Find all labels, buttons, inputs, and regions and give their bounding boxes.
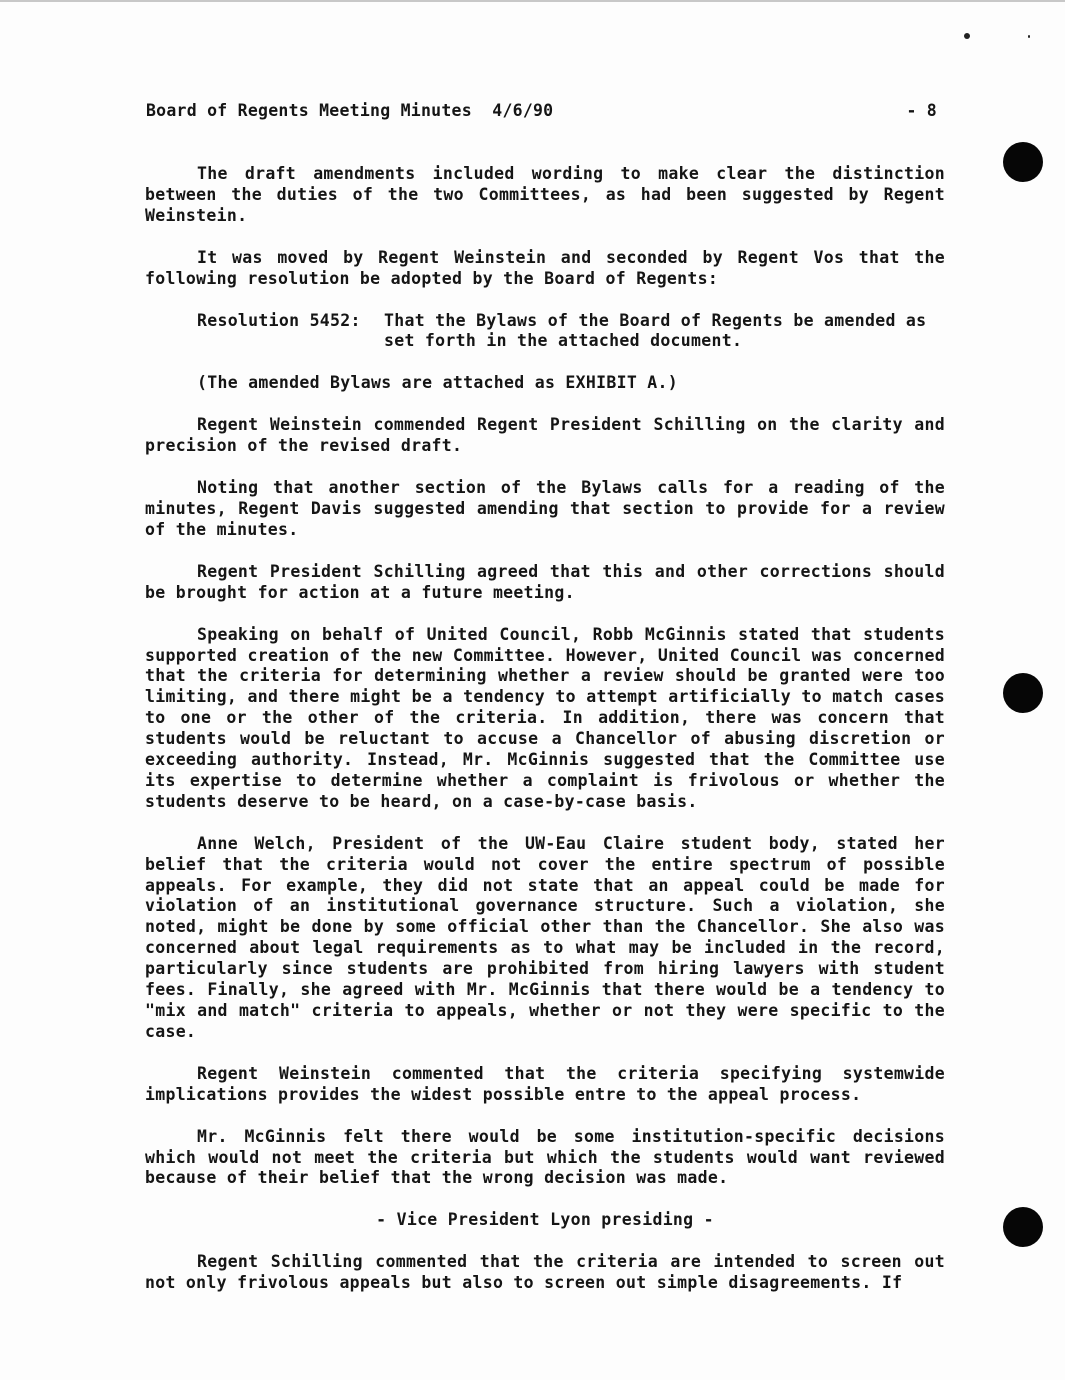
page-header [146, 101, 941, 127]
paragraph: Noting that another section of the Bylaws calls for a reading of the minutes, Regent Davis suggested amending that section to provide for a review of the minutes. [145, 478, 945, 539]
scan-speck [1028, 35, 1030, 38]
exhibit-note: (The amended Bylaws are attached as EXHIBIT A.) [197, 373, 678, 393]
resolution-label: Resolution 5452: [197, 310, 361, 330]
paragraph: Anne Welch, President of the UW-Eau Claire student body, stated her belief that the criteria would not cover the entire spectrum of possible appeals. For example, they did not state that an appeal could be made for violation of an institutional governance structure. Such a violation, she noted, might be done by some official other than the Chancellor. She also was concerned about legal requirements as to what may be included in the record, particularly since students are prohibited from hiring lawyers with student fees. Finally, she agreed with Mr. McGinnis that there would be a tendency to "mix and match" criteria to appeals, whether or not they were specific to the case. [145, 833, 945, 1041]
minutes-body [145, 164, 945, 1315]
paragraph: Regent President Schilling agreed that this and other corrections should be brought for action at a future meeting. [145, 561, 945, 602]
page-number: - 8 [906, 101, 937, 120]
binder-hole-bottom [1003, 1207, 1043, 1247]
paragraph: Regent Weinstein commented that the criteria specifying systemwide implications provides the widest possible entre to the appeal process. [145, 1063, 945, 1104]
paragraph: The draft amendments included wording to make clear the distinction between the duties of the two Committees, as had been suggested by Regent Weinstein. [145, 164, 945, 225]
paragraph: Mr. McGinnis felt there would be some institution-specific decisions which would not meet the criteria but which the students would want reviewed because of their belief that the wrong decision was made. [145, 1126, 945, 1188]
header-title: Board of Regents Meeting Minutes [146, 101, 472, 120]
binder-hole-middle [1003, 673, 1043, 713]
paragraph: It was moved by Regent Weinstein and seconded by Regent Vos that the following resolution be adopted by the Board of Regents: [145, 247, 945, 288]
scan-speck [964, 33, 970, 39]
paragraph: Regent Schilling commented that the criteria are intended to screen out not only frivolous appeals but also to screen out simple disagreements. If [145, 1252, 945, 1293]
scan-edge-line [0, 0, 1065, 2]
paragraph: Speaking on behalf of United Council, Robb McGinnis stated that students supported creation of the new Committee. However, United Council was concerned that the criteria for determining whether a review should be granted were too limiting, and there might be a tendency to attempt artificially to match cases to one or the other of the criteria. In addition, there was concern that students would be reluctant to accuse a Chancellor of abusing discretion or exceeding authority. Instead, Mr. McGinnis suggested that the Committee use its expertise to determine whether a complaint is frivolous or whether the students deserve to be heard, on a case-by-case basis. [145, 624, 945, 811]
resolution-text: That the Bylaws of the Board of Regents be amended as set forth in the attached document. [384, 310, 927, 351]
binder-hole-top [1003, 142, 1043, 182]
resolution-block [197, 311, 945, 353]
header-date: 4/6/90 [492, 101, 554, 120]
presiding-note: - Vice President Lyon presiding - [376, 1210, 714, 1230]
paragraph: Regent Weinstein commended Regent President Schilling on the clarity and precision of the revised draft. [145, 415, 945, 456]
